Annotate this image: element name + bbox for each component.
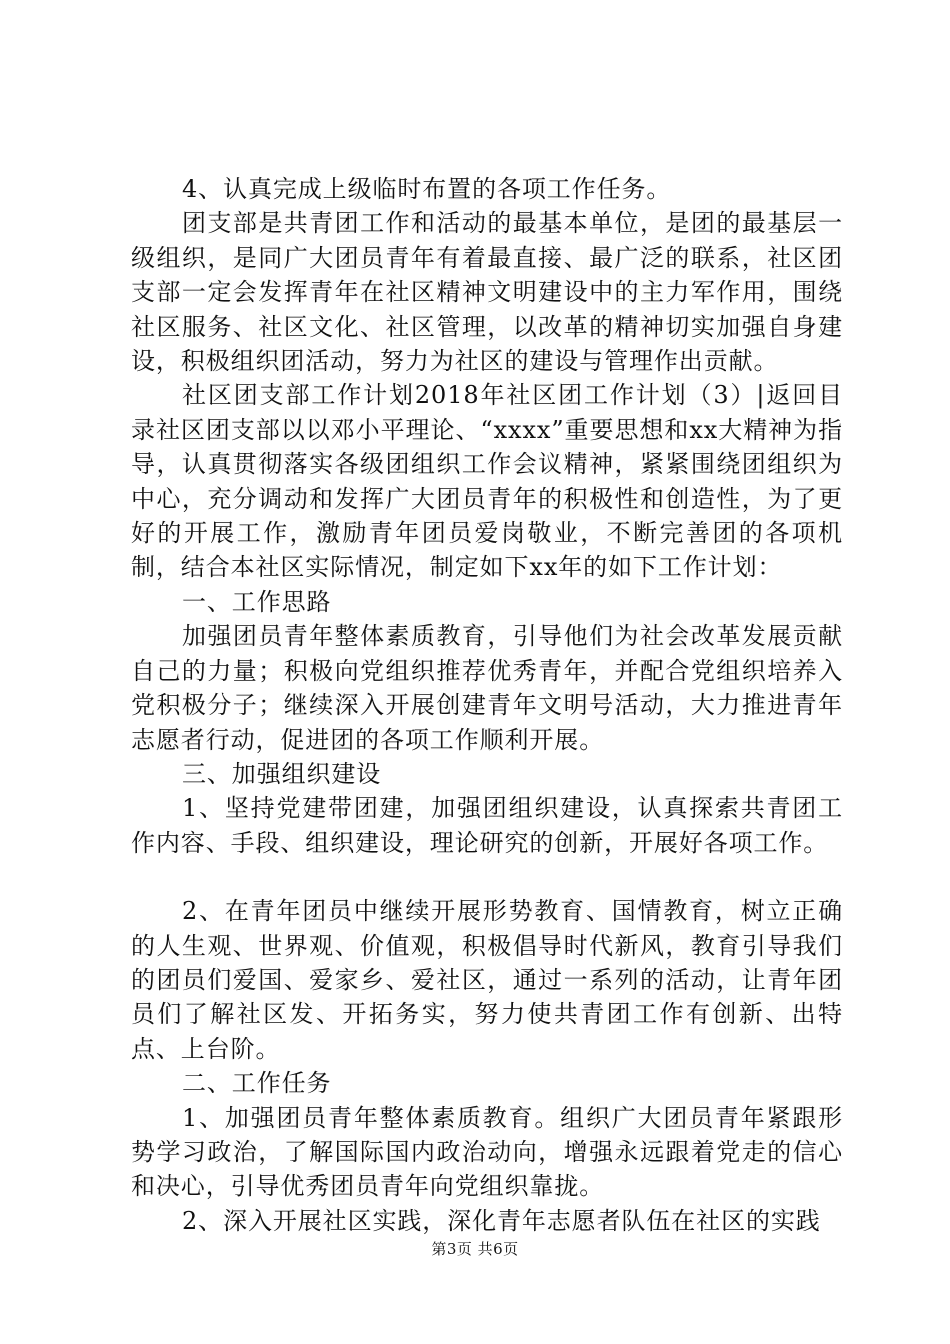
paragraph-plan-2018: 社区团支部工作计划2018年社区团工作计划（3）|返回目录社区团支部以以邓小平理论、“xxxx”重要思想和xx大精神为指导，认真贯彻落实各级团组织工作会议精神，紧紧围绕团组织为中心，充分调动和发挥广大团员青年的积极性和创造性，为了更好的开展工作，激励青年团员爱岗敬业，不断完善团的各项机制，结合本社区实际情况，制定如下xx年的如下工作计划： bbox=[131, 381, 843, 582]
paragraph-organization-2: 2、在青年团员中继续开展形势教育、国情教育，树立正确的人生观、世界观、价值观，积极倡导时代新风，教育引导我们的团员们爱国、爱家乡、爱社区，通过一系列的活动，让青年团员们了解社区发、开拓务实，努力使共青团工作有创新、出特点、上台阶。 bbox=[131, 897, 843, 1063]
paragraph-branch-intro: 团支部是共青团工作和活动的最基本单位，是团的最基层一级组织，是同广大团员青年有着最直接、最广泛的联系，社区团支部一定会发挥青年在社区精神文明建设中的主力军作用，围绕社区服务、社区文化、社区管理，以改革的精神切实加强自身建设，积极组织团活动，努力为社区的建设与管理作出贡献。 bbox=[131, 209, 843, 376]
paragraph-task-1: 1、加强团员青年整体素质教育。组织广大团员青年紧跟形势学习政治，了解国际国内政治动向，增强永远跟着党走的信心和决心，引导优秀团员青年向党组织靠拢。 bbox=[131, 1103, 843, 1201]
paragraph-work-ideas: 加强团员青年整体素质教育，引导他们为社会改革发展贡献自己的力量；积极向党组织推荐优秀青年，并配合党组织培养入党积极分子；继续深入开展创建青年文明号活动，大力推进青年志愿者行动，促进团的各项工作顺利开展。 bbox=[131, 622, 843, 754]
document-body bbox=[131, 172, 843, 1238]
paragraph-task-2: 2、深入开展社区实践，深化青年志愿者队伍在社区的实践 bbox=[182, 1206, 821, 1235]
page-number-footer: 第3页 共6页 bbox=[431, 1240, 519, 1258]
heading-work-ideas: 一、工作思路 bbox=[182, 587, 332, 616]
paragraph-task-4: 4、认真完成上级临时布置的各项工作任务。 bbox=[182, 175, 672, 203]
paragraph-organization-1: 1、坚持党建带团建，加强团组织建设，认真探索共青团工作内容、手段、组织建设，理论研究的创新，开展好各项工作。 bbox=[131, 794, 843, 857]
heading-organization-building: 三、加强组织建设 bbox=[182, 759, 382, 788]
heading-work-tasks: 二、工作任务 bbox=[182, 1069, 332, 1098]
